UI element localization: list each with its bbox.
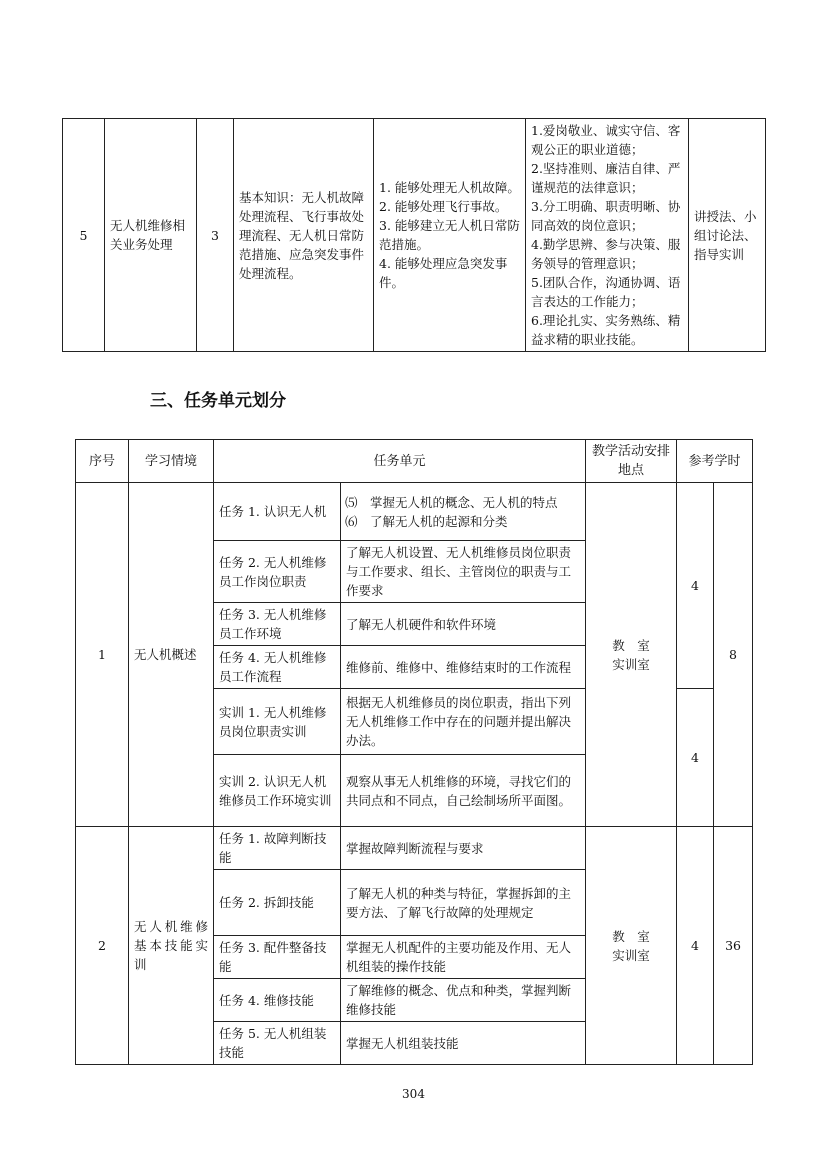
task-name: 任务 4. 维修技能 (214, 979, 341, 1022)
teaching-method: 讲授法、小组讨论法、 指导实训 (689, 119, 766, 352)
total-hours: 36 (714, 827, 753, 1065)
quality-item: 3.分工明确、职责明晰、协同高效的岗位意识； (531, 199, 681, 233)
row-number: 2 (76, 827, 129, 1065)
task-content: 掌握无人机配件的主要功能及作用、无人机组装的操作技能 (341, 936, 586, 979)
header-place: 教学活动安排地点 (586, 440, 677, 483)
curriculum-table (62, 118, 766, 352)
task-name: 实训 1. 无人机维修员岗位职责实训 (214, 689, 341, 755)
task-content: 了解无人机硬件和软件环境 (341, 603, 586, 646)
task-point: ⑸ 掌握无人机的概念、无人机的特点 (345, 494, 558, 510)
task-content: 了解无人机的种类与特征，掌握拆卸的主要方法、了解飞行故障的处理规定 (341, 870, 586, 936)
knowledge-content: 基本知识：无人机故障处理流程、飞行事故处理流程、无人机日常防范措施、应急突发事件处理流程。 (234, 119, 374, 352)
task-content: 了解无人机设置、无人机维修员岗位职责与工作要求、组长、主管岗位的职责与工作要求 (341, 541, 586, 603)
row-number: 1 (76, 483, 129, 827)
task-name: 任务 2. 无人机维修员工作岗位职责 (214, 541, 341, 603)
task-name: 任务 4. 无人机维修员工作流程 (214, 646, 341, 689)
quality-item: 5.团队合作，沟通协调、语言表达的工作能力； (531, 275, 681, 309)
quality-item: 6.理论扎实、实务熟练、精益求精的职业技能。 (531, 313, 681, 347)
learning-situation: 无人机概述 (129, 483, 214, 827)
task-content: 掌握故障判断流程与要求 (341, 827, 586, 870)
header-situation: 学习情境 (129, 440, 214, 483)
task-content (341, 483, 586, 541)
task-name: 实训 2. 认识无人机维修员工作环境实训 (214, 755, 341, 827)
task-content: 观察从事无人机维修的环境，寻找它们的共同点和不同点，自己绘制场所平面图。 (341, 755, 586, 827)
hours: 3 (197, 119, 234, 352)
ability-item: 3. 能够建立无人机日常防范措施。 (379, 218, 520, 252)
task-name: 任务 5. 无人机组装技能 (214, 1022, 341, 1065)
learning-situation: 无人机维修基本技能实训 (129, 827, 214, 1065)
header-hours: 参考学时 (677, 440, 753, 483)
task-name: 任务 1. 认识无人机 (214, 483, 341, 541)
sub-hours: 4 (677, 483, 714, 689)
row-number: 5 (63, 119, 105, 352)
quality-item: 2.坚持准则、廉洁自律、严谨规范的法律意识； (531, 161, 681, 195)
task-name: 任务 2. 拆卸技能 (214, 870, 341, 936)
task-unit-table (75, 439, 753, 1065)
sub-hours: 4 (677, 689, 714, 827)
total-hours: 8 (714, 483, 753, 827)
ability-item: 2. 能够处理飞行事故。 (379, 199, 508, 214)
task-content: 了解维修的概念、优点和种类，掌握判断维修技能 (341, 979, 586, 1022)
task-name: 任务 3. 无人机维修员工作环境 (214, 603, 341, 646)
ability-goals (374, 119, 526, 352)
header-no: 序号 (76, 440, 129, 483)
task-point: ⑹ 了解无人机的起源和分类 (345, 513, 508, 529)
task-name: 任务 3. 配件整备技能 (214, 936, 341, 979)
sub-hours: 4 (677, 827, 714, 1065)
ability-item: 4. 能够处理应急突发事件。 (379, 256, 508, 290)
quality-item: 1.爱岗敬业、诚实守信、客观公正的职业道德； (531, 123, 681, 157)
quality-item: 4.勤学思辨、参与决策、服务领导的管理意识； (531, 237, 681, 271)
activity-place: 教 室 实训室 (586, 483, 677, 827)
section-heading: 三、任务单元划分 (150, 391, 286, 411)
ability-item: 1. 能够处理无人机故障。 (379, 180, 520, 195)
activity-place: 教 室 实训室 (586, 827, 677, 1065)
header-unit: 任务单元 (214, 440, 586, 483)
task-content: 根据无人机维修员的岗位职责，指出下列无人机维修工作中存在的问题并提出解决办法。 (341, 689, 586, 755)
task-name: 任务 1. 故障判断技能 (214, 827, 341, 870)
task-content: 维修前、维修中、维修结束时的工作流程 (341, 646, 586, 689)
page-number: 304 (402, 1087, 425, 1101)
quality-goals (526, 119, 689, 352)
task-content: 掌握无人机组装技能 (341, 1022, 586, 1065)
learning-situation: 无人机维修相关业务处理 (105, 119, 197, 352)
